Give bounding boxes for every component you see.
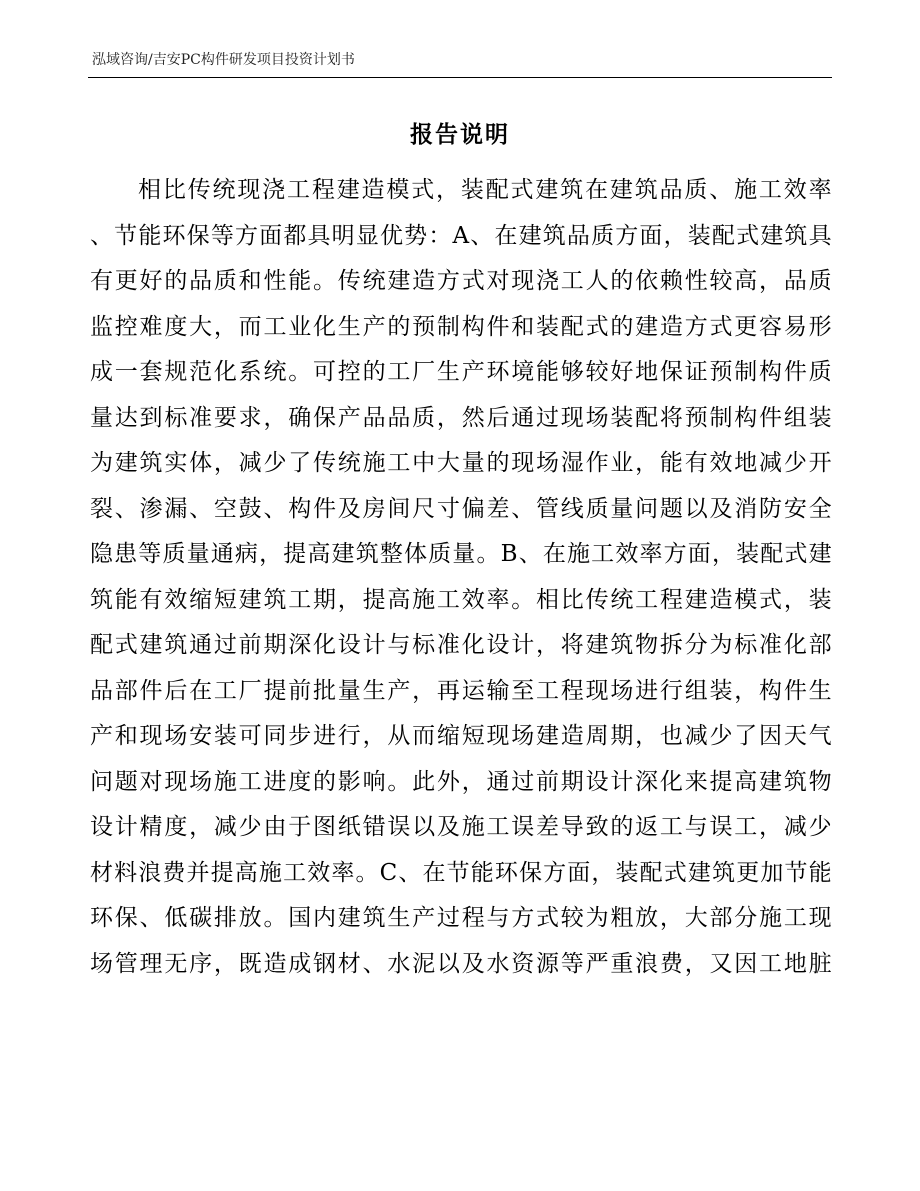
- body-line: 环保、低碳排放。国内建筑生产过程与方式较为粗放，大部分施工现: [90, 905, 832, 931]
- body-line: 量达到标准要求，确保产品品质，然后通过现场装配将预制构件组装: [90, 404, 832, 431]
- header-divider: [88, 77, 832, 78]
- body-line: 问题对现场施工进度的影响。此外，通过前期设计深化来提高建筑物: [90, 768, 832, 795]
- body-line: 相比传统现浇工程建造模式，装配式建筑在建筑品质、施工效率: [138, 177, 832, 203]
- body-line: 、节能环保等方面都具明显优势：A、在建筑品质方面，装配式建筑具: [90, 222, 832, 249]
- body-line: 隐患等质量通病，提高建筑整体质量。B、在施工效率方面，装配式建: [90, 541, 832, 567]
- page-title: 报告说明: [410, 121, 510, 148]
- body-line: 有更好的品质和性能。传统建造方式对现浇工人的依赖性较高，品质: [90, 268, 832, 294]
- body-line: 筑能有效缩短建筑工期，提高施工效率。相比传统工程建造模式，装: [90, 586, 832, 613]
- running-header: 泓域咨询/吉安PC构件研发项目投资计划书: [92, 52, 355, 68]
- body-line: 成一套规范化系统。可控的工厂生产环境能够较好地保证预制构件质: [90, 359, 832, 385]
- body-line: 配式建筑通过前期深化设计与标准化设计，将建筑物拆分为标准化部: [90, 632, 832, 658]
- body-line: 监控难度大，而工业化生产的预制构件和装配式的建造方式更容易形: [90, 313, 832, 340]
- body-line: 裂、渗漏、空鼓、构件及房间尺寸偏差、管线质量问题以及消防安全: [90, 495, 832, 522]
- body-line: 品部件后在工厂提前批量生产，再运输至工程现场进行组装，构件生: [90, 677, 832, 704]
- body-line: 产和现场安装可同步进行，从而缩短现场建造周期，也减少了因天气: [90, 723, 832, 749]
- body-line: 设计精度，减少由于图纸错误以及施工误差导致的返工与误工，减少: [90, 814, 832, 840]
- body-line: 为建筑实体，减少了传统施工中大量的现场湿作业，能有效地减少开: [90, 450, 832, 476]
- body-line: 材料浪费并提高施工效率。C、在节能环保方面，装配式建筑更加节能: [90, 859, 832, 886]
- body-line: 场管理无序，既造成钢材、水泥以及水资源等严重浪费，又因工地脏: [90, 950, 832, 977]
- body-paragraph: [90, 168, 832, 987]
